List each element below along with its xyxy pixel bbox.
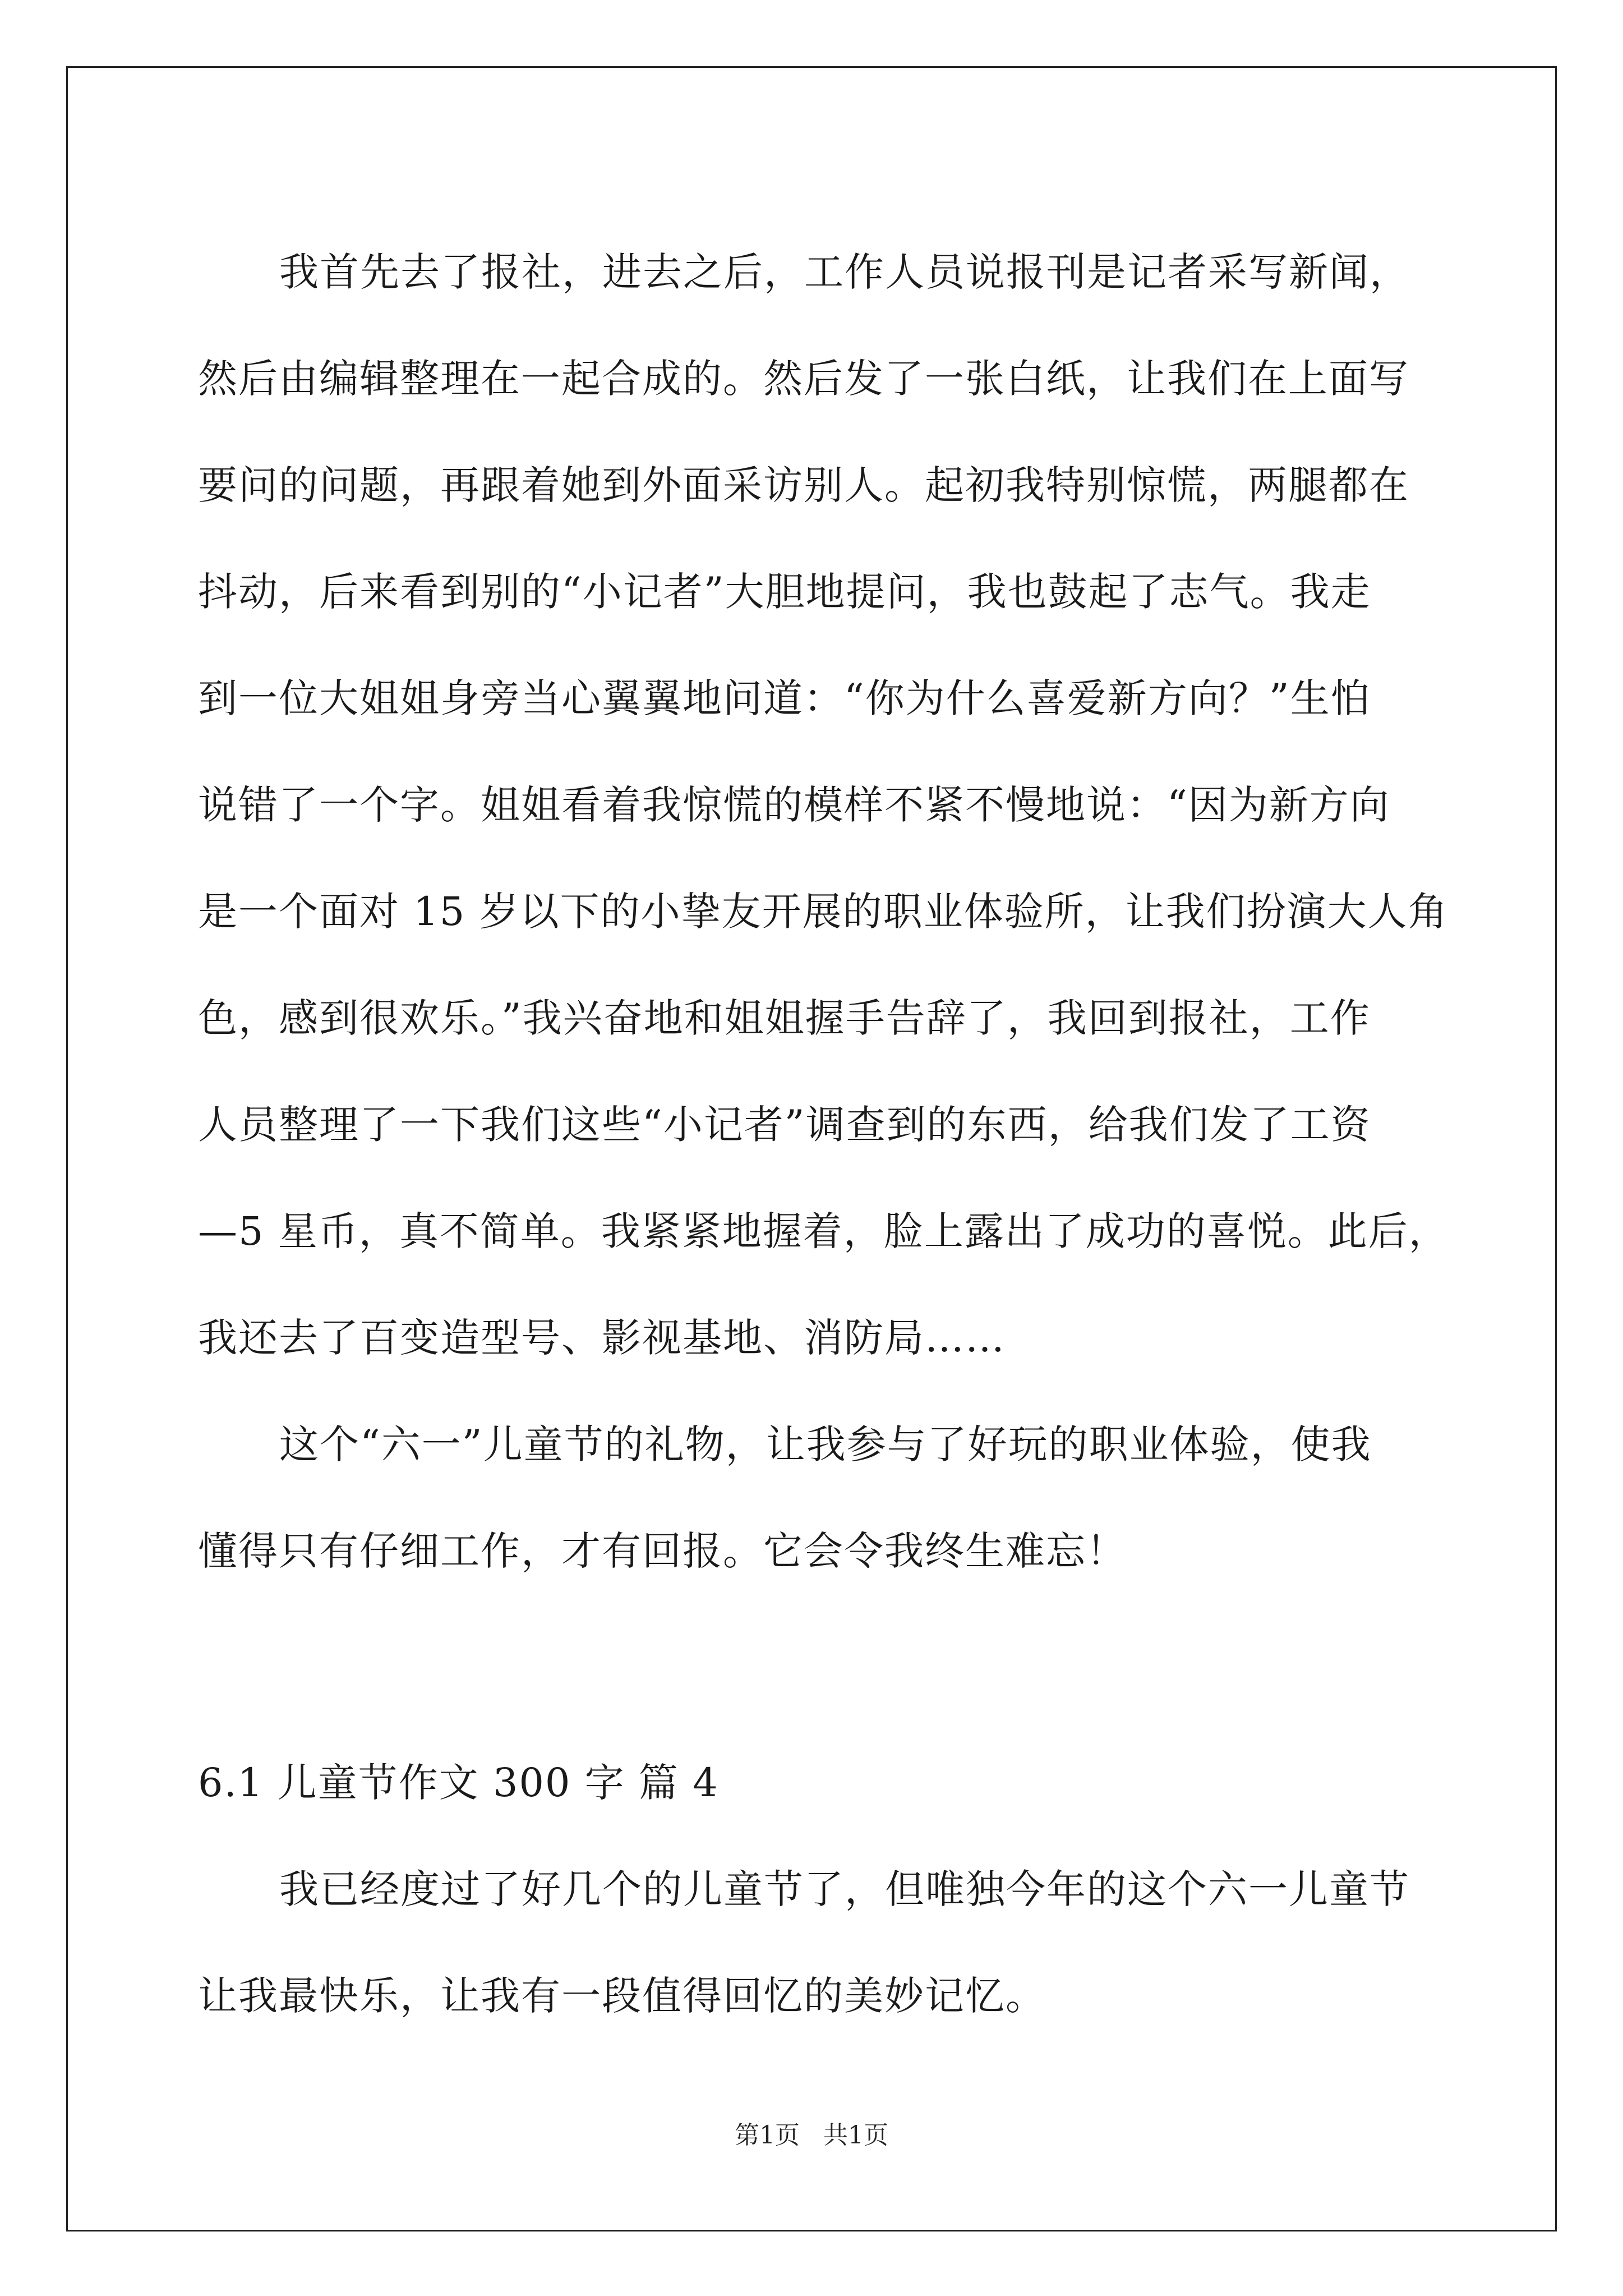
- text-line: 是一个面对 15 岁以下的小挚友开展的职业体验所，让我们扮演大人角: [198, 889, 1449, 935]
- text-line: 我首先去了报社，进去之后，工作人员说报刊是记者采写新闻，: [279, 249, 1410, 295]
- text-line: 抖动，后来看到别的“小记者”大胆地提问，我也鼓起了志气。我走: [198, 569, 1371, 615]
- text-line: 色，感到很欢乐。”我兴奋地和姐姐握手告辞了，我回到报社，工作: [198, 995, 1371, 1041]
- section-heading: 6.1 儿童节作文 300 字 篇 4: [198, 1760, 719, 1806]
- text-line: 我已经度过了好几个的儿童节了，但唯独今年的这个六一儿童节: [279, 1866, 1410, 1912]
- text-line: 懂得只有仔细工作，才有回报。它会令我终生难忘！: [198, 1528, 1127, 1574]
- document-body: [198, 219, 1449, 2049]
- text-line: 这个“六一”儿童节的礼物，让我参与了好玩的职业体验，使我: [279, 1421, 1372, 1467]
- paragraph-1: [198, 219, 1449, 1391]
- text-line: 到一位大姐姐身旁当心翼翼地问道：“你为什么喜爱新方向？”生怕: [198, 675, 1371, 721]
- section-paragraph: [198, 1836, 1432, 2049]
- text-line: 然后由编辑整理在一起合成的。然后发了一张白纸，让我们在上面写: [198, 356, 1409, 402]
- text-line: 说错了一个字。姐姐看着我惊慌的模样不紧不慢地说：“因为新方向: [198, 782, 1390, 828]
- paragraph-2: [198, 1391, 1432, 1604]
- text-line: 人员整理了一下我们这些“小记者”调查到的东西，给我们发了工资: [198, 1102, 1371, 1148]
- text-line: 让我最快乐，让我有一段值得回忆的美妙记忆。: [198, 1973, 1046, 2019]
- text-line: 要问的问题，再跟着她到外面采访别人。起初我特别惊慌，两腿都在: [198, 462, 1409, 508]
- text-line: 我还去了百变造型号、影视基地、消防局……: [198, 1315, 1006, 1361]
- text-line: —5 星币，真不简单。我紧紧地握着，脸上露出了成功的喜悦。此后，: [198, 1208, 1449, 1254]
- page-footer: 第1页 共1页: [735, 2121, 888, 2150]
